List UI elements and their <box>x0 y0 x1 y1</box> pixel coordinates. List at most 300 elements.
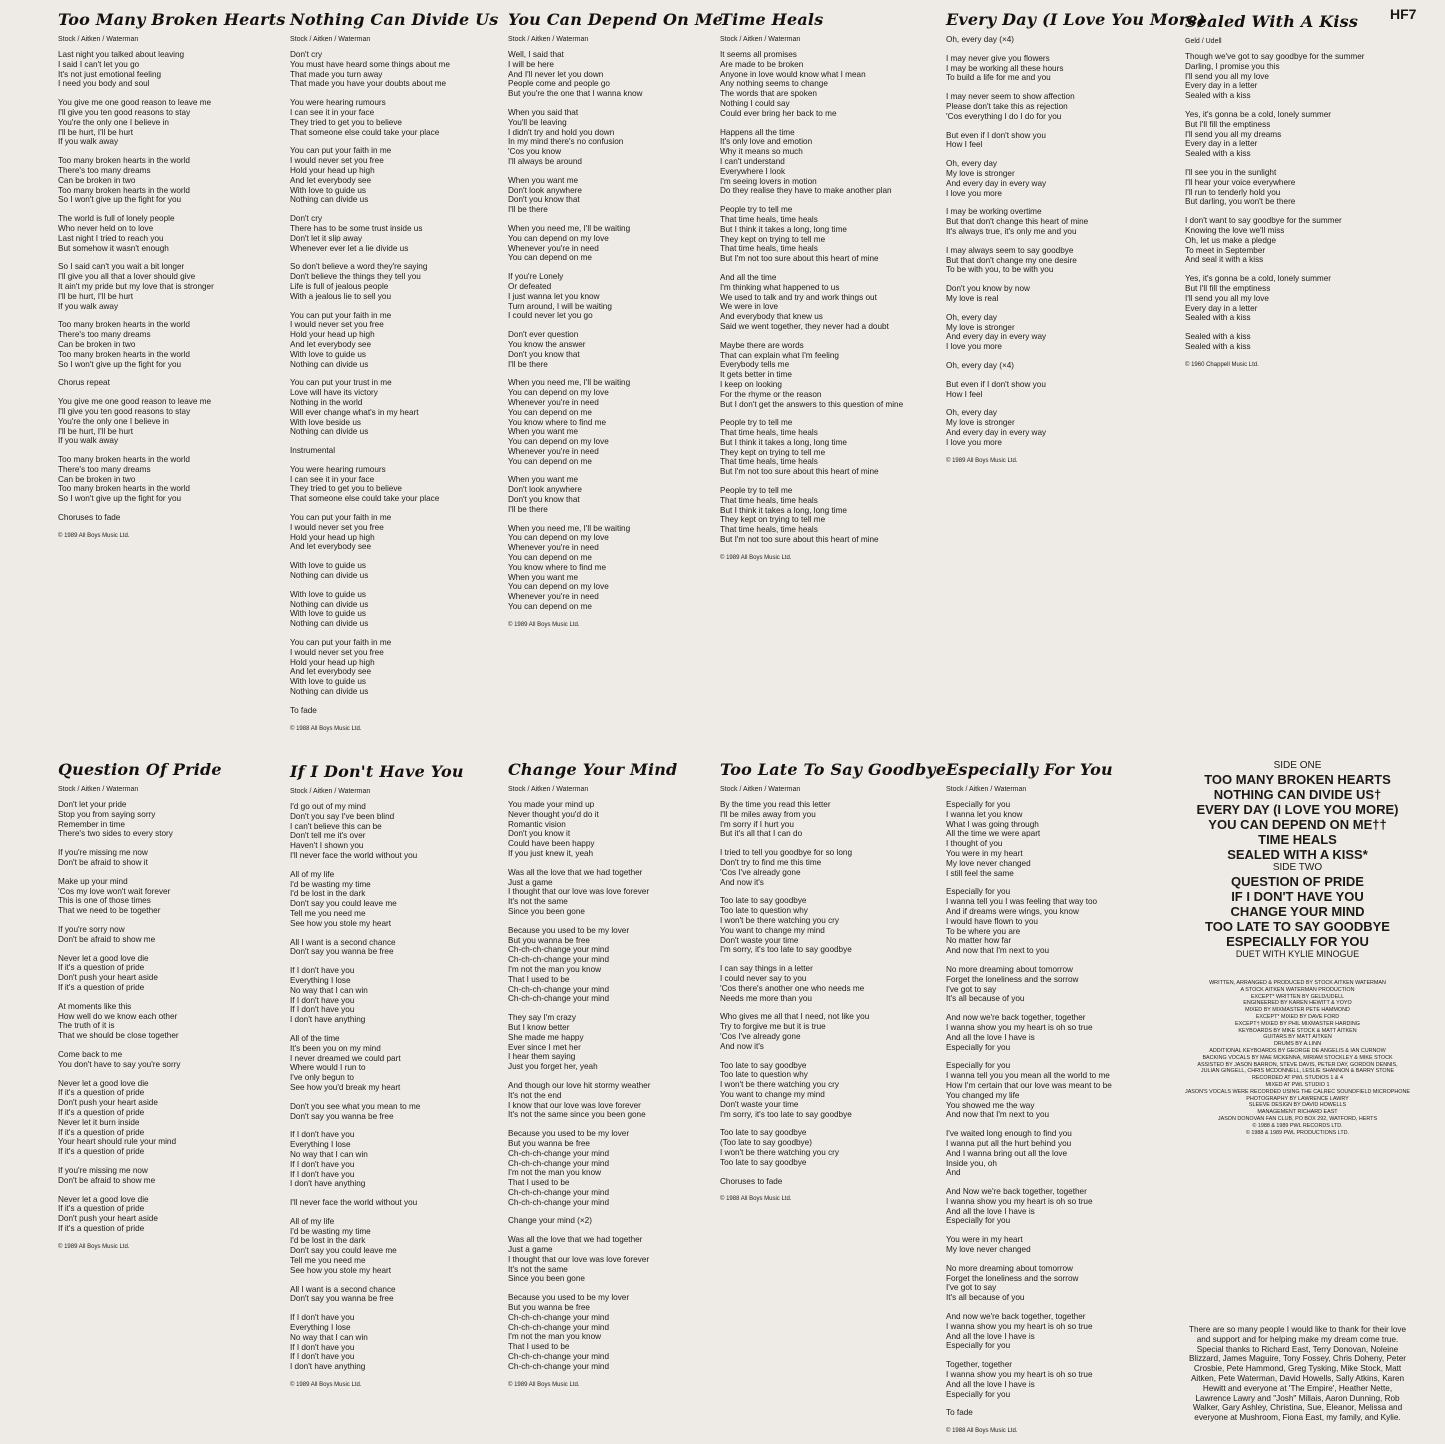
lyric-line: How I feel <box>946 140 983 150</box>
lyric-line: With love to guide us <box>290 677 367 687</box>
lyric-line: I've got to say <box>946 984 997 994</box>
lyric-line: Don't push your heart aside <box>58 1214 158 1224</box>
songwriter-credit: Stock / Aitken / Waterman <box>290 36 371 43</box>
lyric-line: But even if I don't show you <box>946 130 1046 140</box>
lyric-line: Try to forgive me but it is true <box>720 1022 826 1032</box>
stanza <box>720 418 903 477</box>
stanza <box>720 128 903 197</box>
copyright-notice: © 1989 All Boys Music Ltd. <box>720 554 792 561</box>
lyric-line: If it's a question of pride <box>58 1107 145 1117</box>
lyric-line: (Too late to say goodbye) <box>720 1138 812 1148</box>
stanza <box>946 361 1206 371</box>
stanza <box>290 513 499 552</box>
stanza <box>290 1313 464 1372</box>
lyric-line: And Now we're back together, together <box>946 1187 1087 1197</box>
lyric-line: There's too many dreams <box>58 165 151 175</box>
lyric-line: So I won't give up the fight for you <box>58 494 182 504</box>
lyric-line: And all the time <box>720 272 777 282</box>
lyric-line: Especially for you <box>946 1216 1011 1226</box>
lyric-line: You can put your trust in me <box>290 378 392 388</box>
lyric-line: I'll be hurt, I'll be hurt <box>58 291 134 301</box>
lyric-line: Love will have its victory <box>290 388 378 398</box>
lyric-line: All the time we were apart <box>946 829 1041 839</box>
lyric-line: I tried to tell you goodbye for so long <box>720 848 852 858</box>
lyric-line: I'll hear your voice everywhere <box>1185 177 1296 187</box>
lyric-line: We used to talk and try and work things out <box>720 292 877 302</box>
lyric-line: Nothing can divide us <box>290 427 369 437</box>
lyric-line: I know that our love was love forever <box>508 1100 641 1110</box>
lyric-line: If I don't have you <box>290 995 355 1005</box>
catalogue-number: HF7 <box>1390 6 1417 22</box>
stanza <box>508 1235 677 1284</box>
stanza <box>508 524 723 612</box>
track-title: EVERY DAY (I LOVE YOU MORE) <box>1196 802 1399 817</box>
lyric-line: I'll be hurt, I'll be hurt <box>58 426 134 436</box>
stanza <box>946 1312 1113 1351</box>
lyric-line: Since you been gone <box>508 906 585 916</box>
lyric-line: I wanna put all the hurt behind you <box>946 1138 1072 1148</box>
track-title: NOTHING CAN DIVIDE US† <box>1213 787 1382 802</box>
lyric-line: If I don't have you <box>290 1313 355 1323</box>
lyric-line: Because you used to be my lover <box>508 1129 630 1139</box>
lyric-line: But I think it takes a long, long time <box>720 437 847 447</box>
lyric-line: But that don't change this heart of mine <box>946 217 1089 227</box>
lyric-line: Hold your head up high <box>290 657 375 667</box>
stanza <box>508 1129 677 1207</box>
copyright-notice: © 1989 All Boys Music Ltd. <box>290 1382 362 1389</box>
stanza <box>946 1061 1113 1120</box>
lyric-line: I'll always be around <box>508 156 582 166</box>
lyric-line: You were in my heart <box>946 848 1023 858</box>
lyric-line: You can depend on me <box>508 253 592 263</box>
lyric-line: And let everybody see <box>290 339 372 349</box>
lyric-line: Especially for you <box>946 1389 1011 1399</box>
side-two-label: SIDE TWO <box>1272 862 1323 873</box>
lyric-line: My love never changed <box>946 858 1031 868</box>
song-every-day <box>946 10 1206 465</box>
song-time-heals <box>720 10 903 562</box>
lyric-line: Haven't I shown you <box>290 841 364 851</box>
lyric-line: Nothing can divide us <box>290 619 369 629</box>
thanks-text: There are so many people I would like to thank for their love and support and for helping make my dream come true. Special thanks to Richard East, Terry Donovan, Noleine Blizzard, James Maguire, Tony Fossey, Chris Doheny, Peter Crosbie, Pete Hammond, Greg Tysking, Mike Stock, Matt Aitken, Pete Waterman, David Howells, Sally Atkins, Karen Hewitt and everyone at 'The Empire', Heather Nette, Lawrence Lawry and "Josh" Millais, Aaron Dunning, Rob Walker, Gary Ashley, Christina, Sue, Eleanor, Melissa and everyone at Mushroom, Fiona East, my family, and Kylie. <box>1188 1325 1407 1423</box>
lyric-line: Don't you know by now <box>946 284 1030 294</box>
lyric-line: With love to guide us <box>290 349 367 359</box>
lyric-line: You can depend on my love <box>508 233 609 243</box>
lyric-line: I can't understand <box>720 156 785 166</box>
song-title: Change Your Mind <box>508 760 678 779</box>
stanza <box>946 313 1206 352</box>
lyric-line: It's been you on my mind <box>290 1043 381 1053</box>
lyric-line: And though our love hit stormy weather <box>508 1080 651 1090</box>
lyric-line: Don't waste your time <box>720 935 799 945</box>
stanza <box>720 800 946 839</box>
lyric-line: It's not the same <box>508 897 568 907</box>
lyric-line: No more dreaming about tomorrow <box>946 964 1073 974</box>
stanza <box>290 1102 464 1122</box>
lyric-line: Ch-ch-ch-change your mind <box>508 1322 610 1332</box>
lyric-line: Everything I lose <box>290 975 351 985</box>
lyric-line: Last night I tried to reach you <box>58 233 164 243</box>
lyric-line: You're the only one I believe in <box>58 416 169 426</box>
stanza <box>946 35 1206 45</box>
lyric-line: You know where to find me <box>508 417 607 427</box>
lyric-line: This is one of those times <box>58 896 151 906</box>
lyric-line: But that don't change my one desire <box>946 255 1077 265</box>
stanza <box>290 1285 464 1305</box>
lyric-line: The words that are spoken <box>720 89 817 99</box>
song-title: Question Of Pride <box>58 760 222 779</box>
lyric-line: I would never set you free <box>290 647 384 657</box>
lyric-line: That can explain what I'm feeling <box>720 350 839 360</box>
lyric-line: And now we're back together, together <box>946 1312 1086 1322</box>
copyright-notice: © 1989 All Boys Music Ltd. <box>58 532 130 539</box>
stanza <box>290 561 499 581</box>
lyric-line: You were hearing rumours <box>290 464 386 474</box>
stanza <box>946 246 1206 275</box>
song-title: Too Late To Say Goodbye <box>720 760 947 779</box>
lyric-line: That time heals, time heals <box>720 457 818 467</box>
stanza <box>58 397 286 446</box>
lyric-line: I don't have anything <box>290 1179 366 1189</box>
song-question-of-pride <box>58 760 222 1251</box>
lyric-line: And every day in every way <box>946 332 1047 342</box>
songwriter-credit: Stock / Aitken / Waterman <box>720 786 801 793</box>
copyright-notice: © 1988 All Boys Music Ltd. <box>290 725 362 732</box>
stanza <box>58 455 286 504</box>
stanza <box>290 50 499 89</box>
stanza <box>58 1195 222 1234</box>
lyric-line: Can be broken in two <box>58 339 136 349</box>
production-credit-line: MANAGEMENT RICHARD EAST <box>1257 1109 1338 1116</box>
lyric-line: That time heals, time heals <box>720 428 818 438</box>
lyric-line: When you need me, I'll be waiting <box>508 523 631 533</box>
stanza <box>720 273 903 332</box>
lyric-line: You can put your faith in me <box>290 513 392 523</box>
stanza <box>720 1177 946 1187</box>
stanza <box>508 272 723 321</box>
lyric-line: How I'm certain that our love was meant to be <box>946 1080 1112 1090</box>
lyric-line: I'll give you ten good reasons to stay <box>58 406 191 416</box>
lyric-line: I keep on looking <box>720 379 782 389</box>
lyric-line: I can see it in your face <box>290 107 375 117</box>
songwriter-credit: Geld / Udell <box>1185 38 1222 45</box>
lyric-line: If I don't have you <box>290 1130 355 1140</box>
lyric-line: Sealed with a kiss <box>1185 341 1251 351</box>
production-credit-line: ADDITIONAL KEYBOARDS BY GEORGE DE ANGELIS & IAN CURNOW <box>1209 1047 1386 1054</box>
stanza <box>58 513 286 523</box>
stanza <box>290 1198 464 1208</box>
lyric-line: Too late to question why <box>720 1070 808 1080</box>
lyric-line: I would never set you free <box>290 156 384 166</box>
lyric-line: I don't have anything <box>290 1015 366 1025</box>
lyric-line: So I won't give up the fight for you <box>58 195 182 205</box>
lyric-line: And all the love I have is <box>946 1331 1035 1341</box>
lyric-line: Everybody tells me <box>720 360 790 370</box>
lyric-line: In my mind there's no confusion <box>508 137 624 147</box>
lyric-line: That made you have your doubts about me <box>290 79 447 89</box>
lyric-line: Nothing can divide us <box>290 687 369 697</box>
lyric-line: Ch-ch-ch-change your mind <box>508 1352 610 1362</box>
lyric-line: How I feel <box>946 389 983 399</box>
lyric-line: Too late to say goodbye <box>720 896 807 906</box>
lyric-line: But I know better <box>508 1022 570 1032</box>
lyric-line: Never thought you'd do it <box>508 809 599 819</box>
stanza <box>508 330 723 369</box>
lyric-line: Since you been gone <box>508 1274 585 1284</box>
lyric-line: I may never give you flowers <box>946 53 1050 63</box>
lyric-line: Because you used to be my lover <box>508 1293 630 1303</box>
stanza <box>1185 168 1365 207</box>
stanza <box>58 1079 222 1157</box>
lyric-line: I won't be there watching you cry <box>720 1080 839 1090</box>
lyric-line: Change your mind (×2) <box>508 1216 592 1226</box>
lyric-line: If I don't have you <box>290 1159 355 1169</box>
lyric-line: And now that I'm next to you <box>946 946 1050 956</box>
stanza <box>58 214 286 253</box>
lyric-line: What I was going through <box>946 819 1039 829</box>
stanza <box>720 848 946 887</box>
stanza <box>290 938 464 958</box>
stanza <box>946 800 1113 878</box>
lyric-line: Sealed with a kiss <box>1185 91 1251 101</box>
lyric-line: And all the love I have is <box>946 1379 1035 1389</box>
songwriter-credit: Stock / Aitken / Waterman <box>58 36 139 43</box>
lyric-line: All of the time <box>290 1033 340 1043</box>
lyric-line: All of my life <box>290 869 335 879</box>
lyric-line: With love to guide us <box>290 185 367 195</box>
production-credit-line: MIXED BY MIXMASTER PETE HAMMOND <box>1245 1007 1350 1014</box>
stanza <box>508 475 723 514</box>
lyric-line: And everybody that knew us <box>720 312 823 322</box>
lyric-line: Last night you talked about leaving <box>58 50 185 59</box>
lyric-line: But even if I don't show you <box>946 379 1046 389</box>
song-too-many-broken-hearts <box>58 10 286 540</box>
lyric-line: I can say things in a letter <box>720 964 813 974</box>
lyric-line: She made me happy <box>508 1032 584 1042</box>
lyric-line: My love is real <box>946 293 999 303</box>
lyric-line: When you said that <box>508 107 579 117</box>
lyric-line: 'Cos I've already gone <box>720 867 801 877</box>
lyric-line: I'll run to tenderly hold you <box>1185 187 1281 197</box>
lyric-line: Too many broken hearts in the world <box>58 484 190 494</box>
lyric-line: Could ever bring her back to me <box>720 108 837 118</box>
lyric-line: To meet in September <box>1185 245 1266 255</box>
track-title: IF I DON'T HAVE YOU <box>1231 889 1364 904</box>
stanza <box>946 1187 1113 1226</box>
lyric-line: All of my life <box>290 1216 335 1226</box>
lyric-line: Because you used to be my lover <box>508 925 630 935</box>
track-title: TOO LATE TO SAY GOODBYE <box>1205 919 1390 934</box>
lyric-line: Choruses to fade <box>720 1176 783 1186</box>
stanza <box>508 176 723 215</box>
lyric-line: Oh, every day <box>946 408 997 418</box>
lyric-line: I'd be lost in the dark <box>290 1236 366 1246</box>
lyric-line: You can depend on my love <box>508 437 609 447</box>
stanza <box>58 925 222 945</box>
lyric-line: You can depend on me <box>508 456 592 466</box>
lyric-line: Too many broken hearts in the world <box>58 455 190 465</box>
stanza <box>290 870 464 929</box>
stanza <box>508 1081 677 1120</box>
stanza <box>720 1012 946 1051</box>
songwriter-credit: Stock / Aitken / Waterman <box>58 786 139 793</box>
lyric-line: I can't believe this can be <box>290 821 382 831</box>
production-credit-line: BACKING VOCALS BY MAE MCKENNA, MIRIAM STOCKLEY & MIKE STOCK <box>1202 1054 1393 1061</box>
lyric-line: You can depend on me <box>508 602 592 612</box>
lyric-line: Maybe there are words <box>720 340 804 350</box>
lyric-line: Oh, let us make a pledge <box>1185 235 1277 245</box>
lyric-line: But I'm not too sure about this heart of mine <box>720 535 879 545</box>
lyric-line: That we need to be together <box>58 906 161 916</box>
lyric-line: Darling, I promise you this <box>1185 61 1280 71</box>
stanza <box>508 378 723 466</box>
lyric-line: But I'll fill the emptiness <box>1185 119 1271 129</box>
lyric-line: There's two sides to every story <box>58 829 173 839</box>
lyric-line: All I want is a second chance <box>290 937 396 947</box>
stanza <box>290 1217 464 1276</box>
lyric-line: Don't believe the things they tell you <box>290 272 421 282</box>
lyric-line: Too late to say goodbye <box>720 1060 807 1070</box>
stanza <box>290 638 499 697</box>
lyric-line: You were hearing rumours <box>290 98 386 108</box>
lyric-line: That made you turn away <box>290 69 383 79</box>
stanza <box>946 1408 1113 1418</box>
lyric-line: Could have been happy <box>508 839 595 849</box>
stanza <box>720 205 903 264</box>
stanza <box>508 224 723 263</box>
lyric-line: You can put your faith in me <box>290 146 392 156</box>
lyric-line: I'll give you all that a lover should give <box>58 272 196 282</box>
lyric-line: I'm sorry if I hurt you <box>720 819 794 829</box>
stanza <box>290 378 499 437</box>
lyric-line: I'm thinking what happened to us <box>720 282 840 292</box>
song-if-i-dont-have-you <box>290 762 464 1389</box>
track-title: TOO MANY BROKEN HEARTS <box>1204 772 1391 787</box>
lyric-line: There's too many dreams <box>58 464 151 474</box>
song-you-can-depend-on-me <box>508 10 723 629</box>
stanza <box>290 590 499 629</box>
lyric-line: I may never seem to show affection <box>946 92 1075 102</box>
lyric-line: See how you'd break my heart <box>290 1082 401 1092</box>
lyric-line: Don't be afraid to show it <box>58 857 148 867</box>
lyric-line: You must have heard some things about me <box>290 59 450 69</box>
song-title: Too Many Broken Hearts <box>58 10 286 29</box>
lyric-line: Ch-ch-ch-change your mind <box>508 994 610 1004</box>
lyric-line: And <box>946 1168 961 1178</box>
lyric-line: I wanna let you know <box>946 809 1023 819</box>
stanza <box>290 802 464 861</box>
lyric-line: Especially for you <box>946 887 1011 897</box>
stanza <box>946 1360 1113 1399</box>
production-credit-line: KEYBOARDS BY MIKE STOCK & MATT AITKEN <box>1238 1027 1357 1034</box>
lyric-line: Any nothing seems to change <box>720 79 828 89</box>
lyric-line: Don't let your pride <box>58 800 127 809</box>
lyric-line: Never let a good love die <box>58 1078 149 1088</box>
lyric-line: If you're sorry now <box>58 924 125 934</box>
lyric-line: The truth of it is <box>58 1021 115 1031</box>
lyric-line: I'll be there <box>508 359 548 369</box>
songwriter-credit: Stock / Aitken / Waterman <box>946 786 1027 793</box>
lyric-line: Don't try to find me this time <box>720 857 822 867</box>
lyric-line: Don't say you wanna be free <box>290 947 394 957</box>
lyric-line: But somehow it wasn't enough <box>58 243 169 253</box>
lyric-line: They kept on trying to tell me <box>720 447 826 457</box>
lyric-line: Ch-ch-ch-change your mind <box>508 1361 610 1371</box>
song-title: Especially For You <box>946 760 1113 779</box>
lyric-line: 'Cos you know <box>508 147 561 157</box>
production-credit-line: © 1988 & 1989 PWL PRODUCTIONS LTD. <box>1245 1129 1350 1136</box>
production-credit-line: A STOCK AITKEN WATERMAN PRODUCTION <box>1240 986 1355 993</box>
stanza <box>946 92 1206 121</box>
lyric-line: I won't be there watching you cry <box>720 1147 839 1157</box>
tracklist <box>1185 760 1410 1136</box>
lyric-line: Don't be afraid to show me <box>58 1175 156 1185</box>
lyric-line: So don't believe a word they're saying <box>290 262 428 272</box>
lyric-line: Don't let it slip away <box>290 233 363 243</box>
lyric-line: Whenever ever let a lie divide us <box>290 243 409 253</box>
track-title: QUESTION OF PRIDE <box>1231 874 1364 889</box>
lyric-line: I may be working all these hours <box>946 63 1064 73</box>
lyric-line: Especially for you <box>946 1341 1011 1351</box>
lyric-line: Whenever you're in need <box>508 592 599 602</box>
lyric-line: Inside you, oh <box>946 1158 997 1168</box>
lyric-line: I would never set you free <box>290 320 384 330</box>
lyric-line: And all the love I have is <box>946 1032 1035 1042</box>
lyric-line: Where would I run to <box>290 1063 366 1073</box>
lyric-line: Ch-ch-ch-change your mind <box>508 945 610 955</box>
lyric-line: Don't you say I've been blind <box>290 811 395 821</box>
stanza <box>290 446 499 456</box>
lyric-line: I would have flown to you <box>946 916 1038 926</box>
lyric-line: You're the only one I believe in <box>58 117 169 127</box>
stanza <box>720 486 903 545</box>
production-credit-line: © 1988 & 1989 PWL RECORDS LTD. <box>1252 1122 1343 1129</box>
lyric-line: Don't push your heart aside <box>58 1098 158 1108</box>
lyric-line: It's not just emotional feeling <box>58 69 162 79</box>
lyric-line: No more dreaming about tomorrow <box>946 1263 1073 1273</box>
lyric-line: Sealed with a kiss <box>1185 149 1251 159</box>
stanza <box>946 159 1206 198</box>
lyric-line: Don't waste your time <box>720 1099 799 1109</box>
lyric-line: And now we're back together, together <box>946 1013 1086 1023</box>
lyric-line: Ch-ch-ch-change your mind <box>508 1148 610 1158</box>
lyric-line: I never dreamed we could part <box>290 1053 401 1063</box>
lyric-line: It's not the end <box>508 1090 562 1100</box>
lyric-line: If it's a question of pride <box>58 982 145 992</box>
production-credit-line: EXCEPT† MIXED BY PHIL MIXMASTER HARDING <box>1235 1020 1360 1027</box>
lyric-line: Don't you know it <box>508 829 571 839</box>
lyric-line: Tell me you need me <box>290 908 366 918</box>
lyric-line: I'll see you in the sunlight <box>1185 167 1277 177</box>
track-title: YOU CAN DEPEND ON ME†† <box>1208 817 1387 832</box>
stanza <box>508 1293 677 1371</box>
lyric-line: I'm seeing lovers in motion <box>720 176 817 186</box>
lyric-line: Ch-ch-ch-change your mind <box>508 1187 610 1197</box>
lyric-line: When you want me <box>508 475 579 485</box>
lyric-line: Ch-ch-ch-change your mind <box>508 984 610 994</box>
lyric-line: Sealed with a kiss <box>1185 332 1251 342</box>
lyric-line: Happens all the time <box>720 127 795 137</box>
lyric-line: I may always seem to say goodbye <box>946 245 1074 255</box>
lyric-line: I'll be miles away from you <box>720 809 816 819</box>
stanza <box>946 284 1206 304</box>
lyric-line: Are made to be broken <box>720 59 804 69</box>
lyric-line: I could never say to you <box>720 973 807 983</box>
lyric-line: I wanna show you my heart is oh so true <box>946 1196 1093 1206</box>
lyric-line: My love is stronger <box>946 322 1015 332</box>
lyric-line: 'Cos there's another one who needs me <box>720 983 865 993</box>
lyric-line: No way that I can win <box>290 1332 368 1342</box>
